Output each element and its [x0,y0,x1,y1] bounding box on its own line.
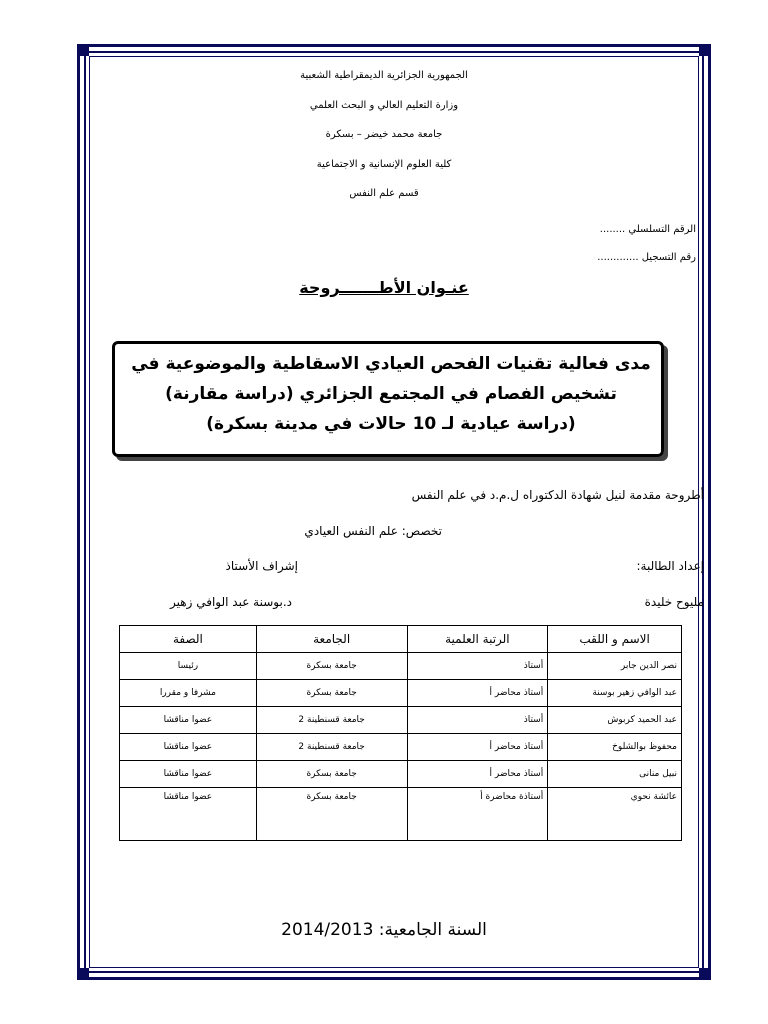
member-university: جامعة بسكرة [256,788,407,841]
committee-table [119,625,682,841]
border-corner-bottom-right [699,968,711,980]
specialty: تخصص: علم النفس العيادي [304,524,442,538]
thesis-title-line-2: تشخيص الفصام في المجتمع الجزائري (دراسة مقارنة) [165,384,617,404]
border-corner-top-left [77,44,89,56]
academic-year: السنة الجامعية: 2014/2013 [281,920,487,940]
member-role: عضوا مناقشا [120,761,257,788]
member-name: عبد الوافي زهير بوسنة [548,680,682,707]
header-department: قسم علم النفس [349,188,419,199]
header-name: الاسم و اللقب [548,626,682,653]
supervisor-name: د.بوسنة عبد الوافي زهير [170,595,292,609]
member-university: جامعة بسكرة [256,680,407,707]
thesis-title-line-1: مدى فعالية تقنيات الفحص العيادي الاسقاطية والموضوعية في [131,354,651,374]
member-rank: أستاذ محاضر أ [407,680,548,707]
member-name: نصر الدين جابر [548,653,682,680]
thesis-title-line-3: (دراسة عيادية لـ 10 حالات في مدينة بسكرة) [206,414,576,434]
member-rank: أستاذ محاضر أ [407,734,548,761]
member-university: جامعة بسكرة [256,761,407,788]
header-university: الجامعة [256,626,407,653]
member-university: جامعة قسنطينة 2 [256,734,407,761]
table-row [120,734,682,761]
member-name: عبد الحميد كربوش [548,707,682,734]
member-role: عضوا مناقشا [120,707,257,734]
member-role: عضوا مناقشا [120,734,257,761]
border-corner-bottom-left [77,968,89,980]
member-role: عضوا مناقشا [120,788,257,841]
header-republic: الجمهورية الجزائرية الديمقراطية الشعبية [300,70,468,81]
serial-number: الرقم التسلسلي ........ [599,224,696,235]
border-corner-top-right [699,44,711,56]
member-name: محفوظ بوالشلوخ [548,734,682,761]
table-row [120,761,682,788]
prepared-by-label: إعداد الطالبة: [636,559,704,573]
header-rank: الرتبة العلمية [407,626,548,653]
header-role: الصفة [120,626,257,653]
member-rank: أستاذ محاضر أ [407,761,548,788]
member-name: نبيل منانى [548,761,682,788]
member-role: رئيسا [120,653,257,680]
header-ministry: وزارة التعليم العالي و البحث العلمي [309,100,459,111]
table-row [120,707,682,734]
thesis-title-box [112,341,664,457]
thesis-title-label: عنـوان الأطـــــــروحة [299,278,469,297]
table-row [120,653,682,680]
table-row [120,788,682,841]
member-name: عائشة نحوي [548,788,682,841]
member-university: جامعة بسكرة [256,653,407,680]
committee-header-row [120,626,682,653]
member-rank: أستاذ [407,707,548,734]
supervision-label: إشراف الأستاذ [225,559,298,573]
registration-number: رقم التسجيل ............. [597,252,696,263]
member-rank: أستاذ [407,653,548,680]
table-row [120,680,682,707]
member-role: مشرفا و مقررا [120,680,257,707]
member-rank: أستاذة محاضرة أ [407,788,548,841]
member-university: جامعة قسنطينة 2 [256,707,407,734]
header-university: جامعة محمد خيضر – بسكرة [325,129,443,140]
degree-statement: أطروحة مقدمة لنيل شهادة الدكتوراه ل.م.د في علم النفس [411,488,704,502]
student-name: مليوح خليدة [644,595,704,609]
header-faculty: كلية العلوم الإنسانية و الاجتماعية [316,159,452,170]
